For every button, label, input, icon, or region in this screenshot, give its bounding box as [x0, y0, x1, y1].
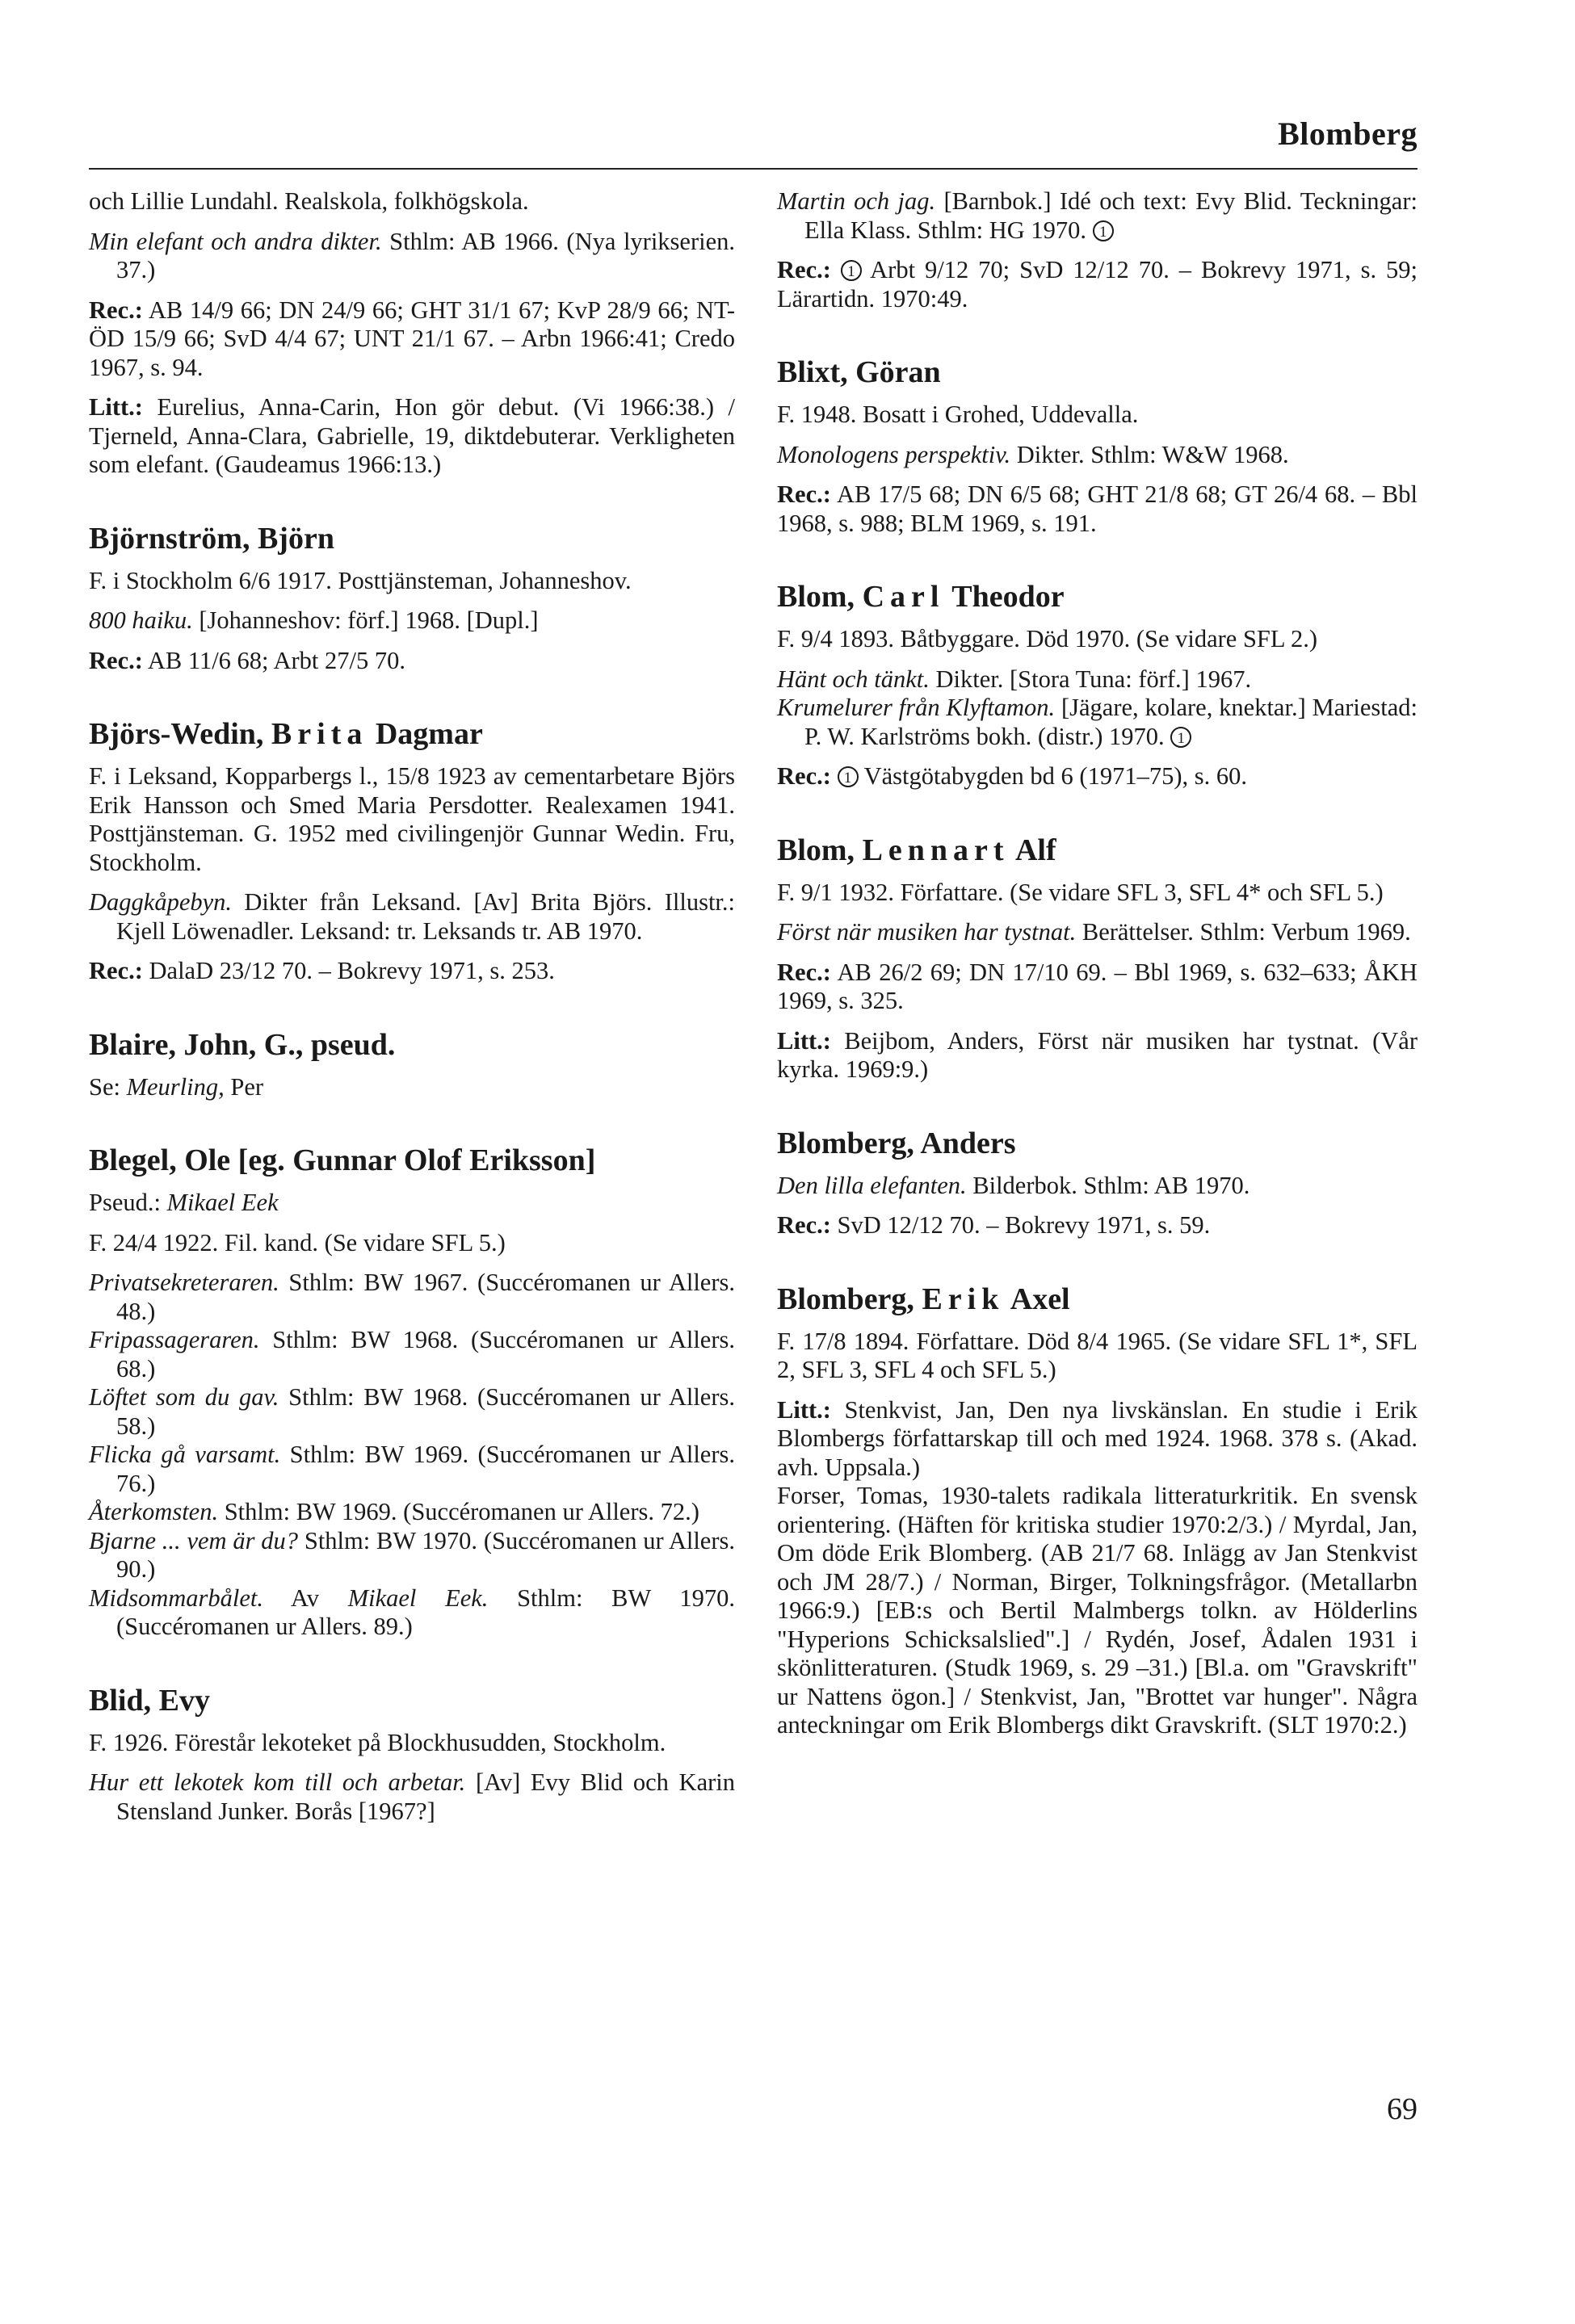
heading-bjors-wedin: Björs-Wedin, Brita Dagmar [89, 717, 483, 751]
blixt-work: Monologens perspektiv. Dikter. Sthlm: W&W 1968. [777, 440, 1289, 468]
blom-lennart-reviews: Rec.: AB 26/2 69; DN 17/10 69. – Bbl 1969, s. 632–633; ÅKH 1969, s. 325. [777, 958, 1418, 1014]
blixt-reviews: Rec.: AB 17/5 68; DN 6/5 68; GHT 21/8 68; GT 26/4 68. – Bbl 1968, s. 988; BLM 1969, s. 191. [777, 480, 1418, 537]
lundahl-work: Min elefant och andra dikter. Sthlm: AB 1966. (Nya lyrikserien. 37.) [89, 227, 735, 283]
heading-blomberg-erik: Blomberg, Erik Axel [777, 1282, 1070, 1316]
lundahl-reviews: Rec.: AB 14/9 66; DN 24/9 66; GHT 31/1 67; KvP 28/9 66; NT-ÖD 15/9 66; SvD 4/4 67; UNT 21/1 67. – Arbn 1966:41; Credo 1967, s. 94. [89, 296, 735, 381]
bjors-bio: F. i Leksand, Kopparbergs l., 15/8 1923 av cementarbetare Björs Erik Hansson och Smed Maria Persdotter. Realexamen 1941. Posttjänsteman. G. 1952 med civilingenjör Gunnar Wedin. Fru, Stockholm. [89, 762, 735, 876]
blegel-work: Midsommarbålet. Av Mikael Eek. Sthlm: BW 1970. (Succéromanen ur Allers. 89.) [89, 1584, 735, 1640]
heading-blaire: Blaire, John, G., pseud. [89, 1027, 396, 1062]
blom-carl-work: Hänt och tänkt. Dikter. [Stora Tuna: förf.] 1967. [777, 665, 1252, 693]
blaire-see: Se: Meurling, Per [89, 1072, 264, 1101]
circled-one-mark: 1 [838, 766, 859, 787]
heading-blomberg-anders: Blomberg, Anders [777, 1126, 1016, 1160]
blomberg-anders-reviews: Rec.: SvD 12/12 70. – Bokrevy 1971, s. 59. [777, 1211, 1211, 1239]
bjors-reviews: Rec.: DalaD 23/12 70. – Bokrevy 1971, s. 253. [89, 957, 555, 984]
heading-blid: Blid, Evy [89, 1683, 210, 1718]
blegel-pseud: Pseud.: Mikael Eek [89, 1189, 279, 1216]
blid-reviews: Rec.: 1 Arbt 9/12 70; SvD 12/12 70. – Bokrevy 1971, s. 59; Lärartidn. 1970:49. [777, 256, 1418, 313]
blegel-work: Återkomsten. Sthlm: BW 1969. (Succéromanen ur Allers. 72.) [89, 1498, 699, 1525]
work-title: Min elefant och andra dikter. [89, 227, 382, 255]
blegel-work: Fripassageraren. Sthlm: BW 1968. (Succéromanen ur Allers. 68.) [89, 1326, 735, 1382]
blomberg-anders-work: Den lilla elefanten. Bilderbok. Sthlm: AB 1970. [777, 1171, 1250, 1199]
circled-one-mark: 1 [1170, 727, 1191, 748]
bjors-work: Daggkåpebyn. Dikter från Leksand. [Av] Brita Björs. Illustr.: Kjell Löwenadler. Leksand: tr. Leksands tr. AB 1970. [89, 888, 735, 945]
blom-lennart-work: Först när musiken har tystnat. Berättelser. Sthlm: Verbum 1969. [777, 918, 1411, 946]
blid-bio: F. 1926. Förestår lekoteket på Blockhusudden, Stockholm. [89, 1728, 666, 1756]
heading-blegel: Blegel, Ole [eg. Gunnar Olof Eriksson] [89, 1143, 596, 1177]
lundahl-continuation: och Lillie Lundahl. Realskola, folkhögskola. [89, 187, 529, 215]
page-number: 69 [1387, 2092, 1418, 2126]
header-rule [89, 168, 1418, 170]
blid-work: Hur ett lekotek kom till och arbetar. [Av] Evy Blid och Karin Stensland Junker. Borås [1967?] [89, 1768, 735, 1825]
right-column [777, 187, 1418, 1751]
bjornstrom-reviews: Rec.: AB 11/6 68; Arbt 27/5 70. [89, 646, 405, 674]
blom-carl-bio: F. 9/4 1893. Båtbyggare. Död 1970. (Se vidare SFL 2.) [777, 625, 1318, 652]
blomberg-erik-literature: Litt.: Stenkvist, Jan, Den nya livskänslan. En studie i Erik Blombergs författarskap till och med 1924. 1968. 378 s. (Akad. avh. Uppsala.) [777, 1395, 1418, 1481]
blid-work-2: Martin och jag. [Barnbok.] Idé och text: Evy Blid. Teckningar: Ella Klass. Sthlm: HG 1970. 1 [777, 187, 1418, 244]
circled-one-mark: 1 [841, 260, 862, 281]
blomberg-erik-bio: F. 17/8 1894. Författare. Död 8/4 1965. (Se vidare SFL 1*, SFL 2, SFL 3, SFL 4 och SFL 5.) [777, 1327, 1418, 1383]
bjornstrom-work: 800 haiku. [Johanneshov: förf.] 1968. [Dupl.] [89, 606, 539, 634]
heading-blom-carl: Blom, Carl Theodor [777, 580, 1065, 614]
heading-blixt: Blixt, Göran [777, 355, 941, 389]
heading-bjornstrom: Björnström, Björn [89, 521, 334, 556]
blegel-bio: F. 24/4 1922. Fil. kand. (Se vidare SFL 5.) [89, 1228, 506, 1256]
left-column [89, 187, 735, 1837]
blom-lennart-literature: Litt.: Beijbom, Anders, Först när musiken har tystnat. (Vår kyrka. 1969:9.) [777, 1026, 1418, 1083]
lundahl-literature: Litt.: Eurelius, Anna-Carin, Hon gör debut. (Vi 1966:38.) / Tjerneld, Anna-Clara, Gabrielle, 19, diktdebuterar. Verkligheten som elefant. (Gaudeamus 1966:13.) [89, 393, 735, 478]
blegel-work: Privatsekreteraren. Sthlm: BW 1967. (Succéromanen ur Allers. 48.) [89, 1269, 735, 1325]
blixt-bio: F. 1948. Bosatt i Grohed, Uddevalla. [777, 401, 1139, 428]
running-head: Blomberg [1278, 115, 1418, 152]
blom-lennart-bio: F. 9/1 1932. Författare. (Se vidare SFL 3, SFL 4* och SFL 5.) [777, 878, 1384, 906]
heading-blom-lennart: Blom, Lennart Alf [777, 833, 1056, 867]
bjornstrom-bio: F. i Stockholm 6/6 1917. Posttjänsteman, Johanneshov. [89, 566, 632, 594]
blegel-work: Flicka gå varsamt. Sthlm: BW 1969. (Succéromanen ur Allers. 76.) [89, 1441, 735, 1497]
blomberg-erik-literature-cont: Forser, Tomas, 1930-talets radikala litteraturkritik. En svensk orientering. (Häften för kritiska studier 1970:2/3.) / Myrdal, Jan, Om döde Erik Blomberg. (AB 21/7 68. Inlägg av Jan Stenkvist och JM 28/7.) / Norman, Birger, Tolkningsfrågor. (Metallarbn 1966:9.) [EB:s och Bertil Malmbergs tolkn. av Hölderlins "Hyperions Schicksalslied".] / Rydén, Josef, Ådalen 1931 i skönlitteraturen. (Studk 1969, s. 29 –31.) [Bl.a. om "Gravskrift" ur Nattens ögon.] / Stenkvist, Jan, "Brottet var hunger". Några anteckningar om Erik Blombergs dikt Gravskrift. (SLT 1970:2.) [777, 1482, 1418, 1739]
blom-carl-reviews: Rec.: 1 Västgötabygden bd 6 (1971–75), s. 60. [777, 762, 1247, 790]
blegel-work: Bjarne ... vem är du? Sthlm: BW 1970. (Succéromanen ur Allers. 90.) [89, 1526, 735, 1583]
blom-carl-work: Krumelurer från Klyftamon. [Jägare, kolare, knektar.] Mariestad: P. W. Karlströms bokh. (distr.) 1970. 1 [777, 694, 1418, 750]
circled-one-mark: 1 [1093, 220, 1114, 241]
blegel-work: Löftet som du gav. Sthlm: BW 1968. (Succéromanen ur Allers. 58.) [89, 1383, 736, 1440]
